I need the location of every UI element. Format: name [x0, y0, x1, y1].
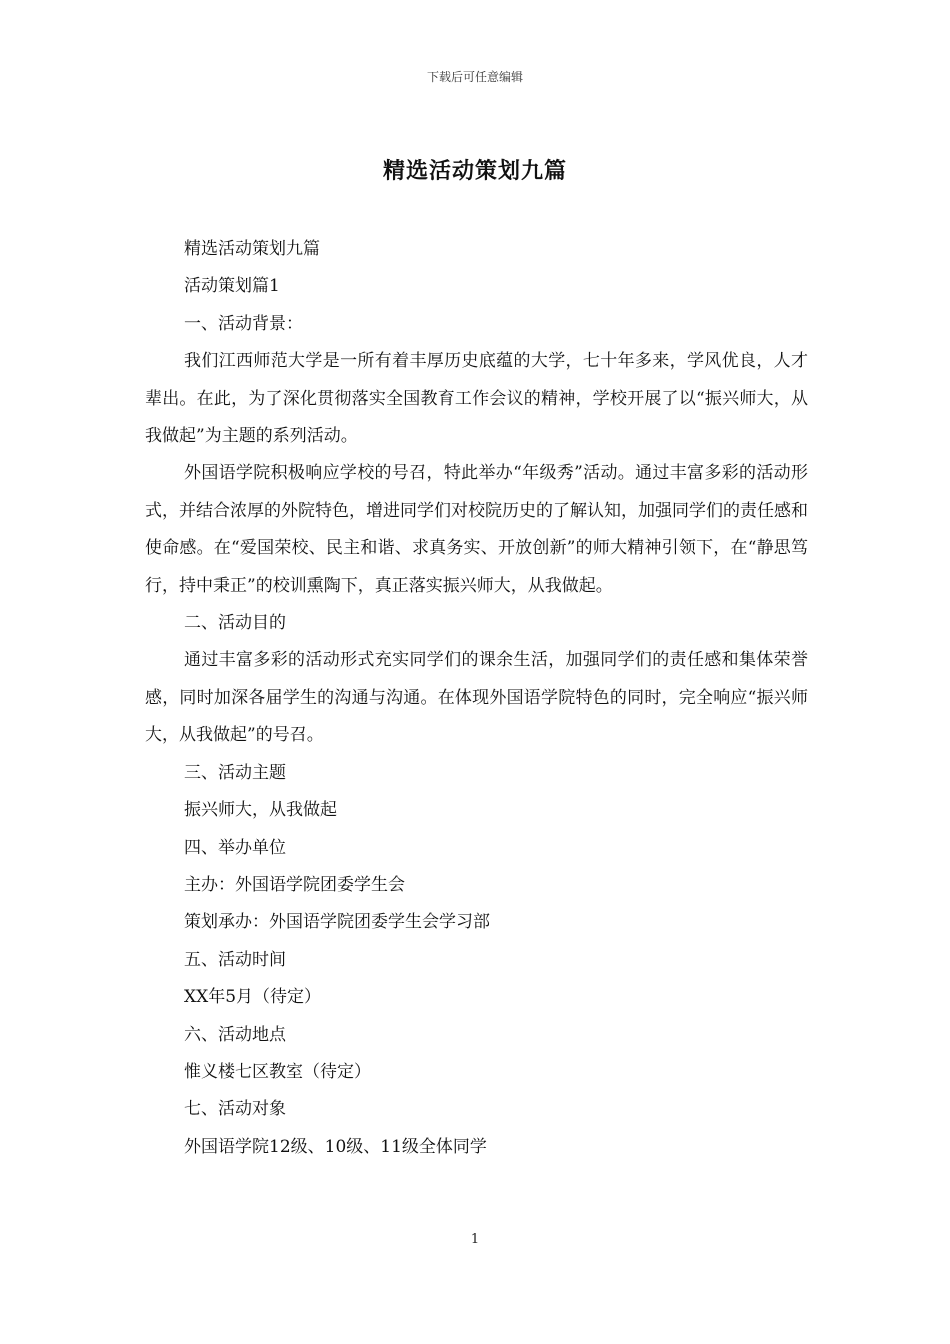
page-number: 1 [470, 1232, 480, 1247]
heading-organizer: 四、举办单位 [184, 837, 286, 858]
paragraph-host: 主办：外国语学院团委学生会 [184, 874, 405, 895]
document-body [145, 231, 808, 1166]
paragraph-section-label: 活动策划篇1 [184, 276, 280, 297]
heading-purpose: 二、活动目的 [184, 613, 286, 634]
paragraph-background-2: 外国语学院积极响应学校的号召，特此举办“年级秀”活动。通过丰富多彩的活动形式，并结合浓厚的外院特色，增进同学们对校院历史的了解认知，加强同学们的责任感和使命感。在“爱国荣校、民主和谐、求真务实、开放创新”的师大精神引领下，在“静思笃行，持中秉正”的校训熏陶下，真正落实振兴师大，从我做起。 [145, 463, 808, 596]
paragraph-time: XX年5月（待定） [184, 987, 322, 1008]
heading-location: 六、活动地点 [184, 1024, 286, 1045]
paragraph-purpose: 通过丰富多彩的活动形式充实同学们的课余生活，加强同学们的责任感和集体荣誉感，同时加深各届学生的沟通与沟通。在体现外国语学院特色的同时，完全响应“振兴师大，从我做起”的号召。 [145, 650, 808, 746]
heading-time: 五、活动时间 [184, 949, 286, 970]
document-title: 精选活动策划九篇 [382, 158, 567, 184]
heading-theme: 三、活动主题 [184, 762, 286, 783]
heading-audience: 七、活动对象 [184, 1099, 286, 1120]
paragraph-location: 惟义楼七区教室（待定） [184, 1061, 371, 1082]
paragraph-theme: 振兴师大，从我做起 [184, 800, 337, 821]
heading-background: 一、活动背景： [184, 313, 303, 334]
paragraph-coorganizer: 策划承办：外国语学院团委学生会学习部 [184, 912, 490, 933]
paragraph-audience: 外国语学院12级、10级、11级全体同学 [184, 1136, 487, 1157]
header-note: 下载后可任意编辑 [426, 70, 523, 84]
paragraph-subtitle: 精选活动策划九篇 [184, 239, 320, 259]
paragraph-background-1: 我们江西师范大学是一所有着丰厚历史底蕴的大学，七十年多来，学风优良，人才辈出。在此，为了深化贯彻落实全国教育工作会议的精神，学校开展了以“振兴师大，从我做起”为主题的系列活动。 [145, 351, 808, 447]
